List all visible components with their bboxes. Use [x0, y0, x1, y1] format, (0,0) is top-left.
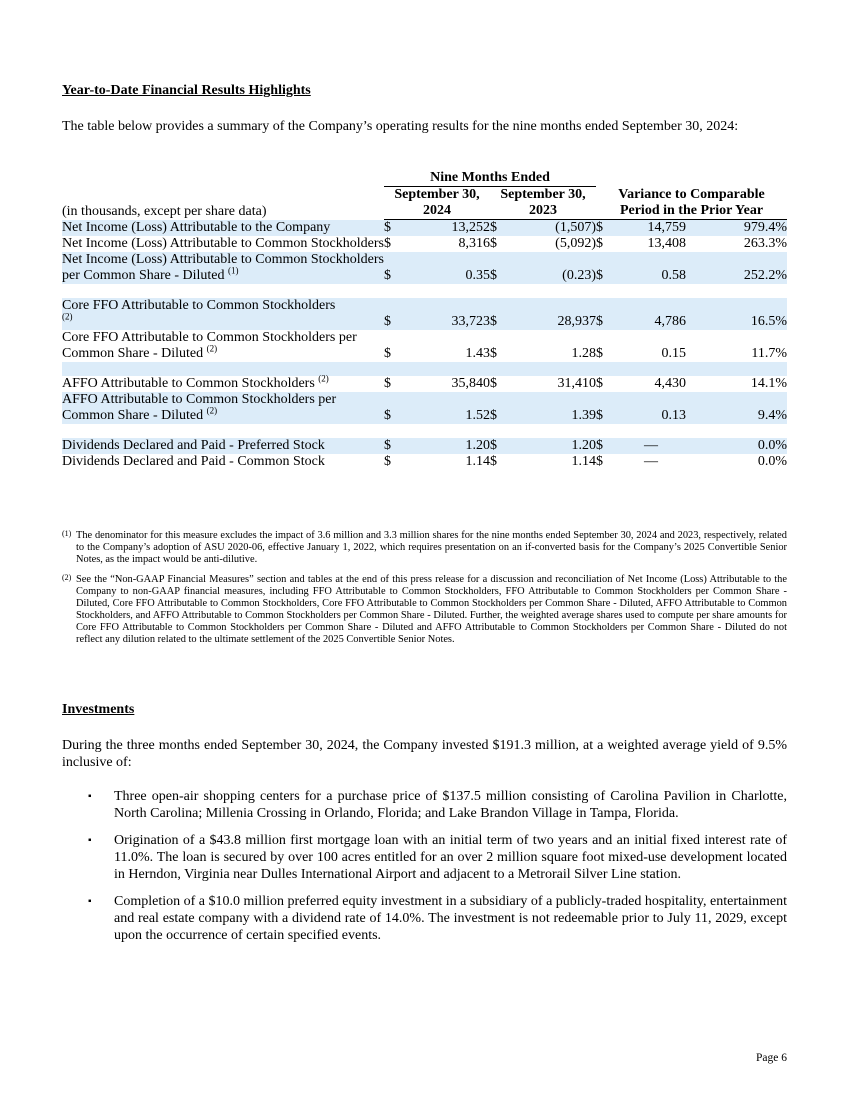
- footnote-2: [62, 574, 787, 646]
- currency-symbol: $: [490, 346, 497, 361]
- variance-amount: 0.58: [616, 252, 686, 284]
- section-title-ytd: Year-to-Date Financial Results Highlights: [62, 83, 311, 98]
- investments-list: [62, 788, 787, 954]
- currency-symbol: $: [384, 376, 391, 391]
- footnote-1: [62, 530, 787, 566]
- currency-symbol: $: [490, 298, 510, 330]
- value-2024: 13,252: [404, 220, 490, 237]
- currency-symbol: $: [490, 438, 510, 454]
- value-2023: (1,507): [510, 220, 596, 237]
- currency-symbol: $: [384, 236, 391, 251]
- currency-symbol: $: [384, 438, 404, 454]
- variance-percent: 263.3%: [743, 236, 787, 251]
- currency-symbol: $: [490, 392, 510, 424]
- value-2023: (0.23): [510, 252, 596, 284]
- list-item: [62, 893, 787, 944]
- ytd-intro-paragraph: The table below provides a summary of the Company’s operating results for the nine months ended September 30, 2024:: [62, 119, 739, 134]
- variance-amount: 0.13: [616, 392, 686, 424]
- value-2023: (5,092): [555, 236, 596, 251]
- variance-amount: —: [616, 438, 686, 454]
- table-spacer: [62, 424, 787, 438]
- footnote-mark: (1): [62, 529, 72, 538]
- table-row: [62, 330, 787, 362]
- bullet-square-icon: ▪: [88, 791, 92, 802]
- footnote-ref: (2): [206, 343, 218, 354]
- value-2023: 28,937: [510, 298, 596, 330]
- table-row: [62, 376, 787, 392]
- list-item-text: Three open-air shopping centers for a purchase price of $137.5 million consisting of Carolina Pavilion in Charlotte, North Carolina; Millenia Crossing in Orlando, Florida; and Lake Brandon Village in Tampa, Florida.: [114, 789, 787, 821]
- table-spacer: [62, 284, 787, 298]
- table-row: [62, 252, 787, 284]
- variance-header-line2: Period in the Prior Year: [596, 203, 787, 220]
- table-row: [62, 220, 787, 237]
- currency-symbol: $: [596, 252, 616, 284]
- variance-amount: 13,408: [647, 236, 686, 251]
- currency-symbol: $: [596, 392, 616, 424]
- row-label: Net Income (Loss) Attributable to the Company: [62, 220, 331, 235]
- value-2023: 31,410: [557, 376, 596, 391]
- value-2024: 1.20: [404, 438, 490, 454]
- variance-amount: 14,759: [616, 220, 686, 237]
- value-2023: 1.14: [571, 454, 596, 469]
- value-2024: 0.35: [404, 252, 490, 284]
- bullet-square-icon: ▪: [88, 896, 92, 907]
- currency-symbol: $: [384, 454, 391, 469]
- currency-symbol: $: [596, 298, 616, 330]
- currency-symbol: $: [490, 252, 510, 284]
- currency-symbol: $: [596, 220, 616, 237]
- table-row: [62, 298, 787, 330]
- variance-header-line1: Variance to Comparable: [618, 187, 765, 202]
- currency-symbol: $: [384, 220, 404, 237]
- table-spacer: [62, 362, 787, 376]
- col1-header-line1: September 30,: [394, 187, 480, 202]
- footnote-mark: (2): [62, 573, 72, 582]
- currency-symbol: $: [596, 376, 603, 391]
- value-2024: 1.14: [465, 454, 490, 469]
- variance-percent: 9.4%: [686, 392, 787, 424]
- value-2024: 33,723: [404, 298, 490, 330]
- footnotes: [62, 530, 787, 654]
- group-header-nine-months: Nine Months Ended: [384, 170, 596, 187]
- units-label: (in thousands, except per share data): [62, 203, 267, 219]
- value-2024: 1.43: [465, 346, 490, 361]
- value-2024: 8,316: [458, 236, 490, 251]
- value-2023: 1.20: [510, 438, 596, 454]
- table-row: [62, 438, 787, 454]
- list-item-text: Completion of a $10.0 million preferred equity investment in a subsidiary of a publicly-traded hospitality, entertainment and real estate company with a dividend rate of 14.0%. The investment is not redeemable prior to July 11, 2029, except upon the occurrence of certain specified events.: [114, 894, 787, 943]
- row-label: Core FFO Attributable to Common Stockholders: [62, 298, 336, 313]
- currency-symbol: $: [596, 236, 603, 251]
- row-label: Dividends Declared and Paid - Preferred Stock: [62, 438, 325, 453]
- currency-symbol: $: [596, 346, 603, 361]
- col2-header-line2: 2023: [490, 203, 596, 220]
- currency-symbol: $: [596, 438, 616, 454]
- list-item: [62, 832, 787, 883]
- currency-symbol: $: [596, 454, 603, 469]
- footnote-ref: (2): [206, 405, 218, 416]
- variance-amount: 4,430: [654, 376, 686, 391]
- footnote-ref: (2): [318, 373, 329, 384]
- bullet-square-icon: ▪: [88, 835, 92, 846]
- value-2024: 35,840: [451, 376, 490, 391]
- currency-symbol: $: [490, 454, 497, 469]
- variance-amount: 4,786: [616, 298, 686, 330]
- variance-percent: 0.0%: [686, 438, 787, 454]
- value-2024: 1.52: [404, 392, 490, 424]
- currency-symbol: $: [490, 220, 510, 237]
- variance-percent: 979.4%: [686, 220, 787, 237]
- table-row: [62, 236, 787, 252]
- page-number: Page 6: [756, 1052, 787, 1064]
- list-item: [62, 788, 787, 822]
- financial-results-table: [62, 170, 787, 470]
- table-row: [62, 454, 787, 470]
- variance-amount: —: [644, 454, 658, 469]
- footnote-ref: (1): [228, 265, 239, 276]
- currency-symbol: $: [384, 346, 391, 361]
- table-row: [62, 392, 787, 424]
- investments-intro-paragraph: During the three months ended September 30, 2024, the Company invested $191.3 million, at a weighted average yield of 9.5% inclusive of:: [62, 738, 787, 770]
- variance-percent: 0.0%: [757, 454, 787, 469]
- row-label: Dividends Declared and Paid - Common Stock: [62, 454, 325, 469]
- currency-symbol: $: [384, 252, 404, 284]
- row-label: Net Income (Loss) Attributable to Common Stockholders: [62, 236, 384, 251]
- variance-percent: 14.1%: [750, 376, 787, 391]
- value-2023: 1.28: [571, 346, 596, 361]
- row-label: Net Income (Loss) Attributable to Common Stockholders per Common Share - Diluted: [62, 252, 384, 283]
- value-2023: 1.39: [510, 392, 596, 424]
- variance-percent: 252.2%: [686, 252, 787, 284]
- row-label: Core FFO Attributable to Common Stockholders per Common Share - Diluted: [62, 330, 357, 361]
- col1-header-line2: 2024: [384, 203, 490, 220]
- footnote-text: See the “Non-GAAP Financial Measures” section and tables at the end of this press release for a discussion and reconciliation of Net Income (Loss) Attributable to the Company to non-GAAP financial measures, including FFO Attributable to Common Stockholders, FFO Attributable to Common Stockholders per Common Share - Diluted, Core FFO Attributable to Common Stockholders, Core FFO Attributable to Common Stockholders per Common Share - Diluted, AFFO Attributable to Common Stockholders, and AFFO Attributable to Common Stockholders per Common Share - Diluted. Further, the weighted average shares used to compute per share amounts for Core FFO Attributable to Common Stockholders per Common Share - Diluted and AFFO Attributable to Common Stockholders per Common Share - Diluted do not reflect any dilution related to the ultimate settlement of the 2025 Convertible Senior Notes.: [76, 574, 787, 645]
- currency-symbol: $: [384, 298, 404, 330]
- variance-percent: 11.7%: [751, 346, 787, 361]
- row-label: AFFO Attributable to Common Stockholders per Common Share - Diluted: [62, 392, 337, 423]
- row-label: AFFO Attributable to Common Stockholders: [62, 376, 315, 391]
- variance-percent: 16.5%: [686, 298, 787, 330]
- currency-symbol: $: [490, 376, 497, 391]
- currency-symbol: $: [490, 236, 497, 251]
- variance-amount: 0.15: [661, 346, 686, 361]
- list-item-text: Origination of a $43.8 million first mortgage loan with an initial term of two years and an initial fixed interest rate of 11.0%. The loan is secured by over 100 acres entitled for an over 2 million square foot mixed-use development located in Herndon, Virginia near Dulles International Airport and adjacent to a Metrorail Silver Line station.: [114, 833, 787, 882]
- footnote-ref: (2): [62, 311, 73, 322]
- section-title-investments: Investments: [62, 702, 135, 717]
- currency-symbol: $: [384, 392, 404, 424]
- footnote-text: The denominator for this measure excludes the impact of 3.6 million and 3.3 million shares for the nine months ended September 30, 2024 and 2023, respectively, related to the Company’s adoption of ASU 2020-06, effective January 1, 2022, which requires presentation on an if-converted basis for the Company’s 2025 Convertible Senior Notes, as the impact would be anti-dilutive.: [76, 530, 787, 565]
- col2-header-line1: September 30,: [500, 187, 586, 202]
